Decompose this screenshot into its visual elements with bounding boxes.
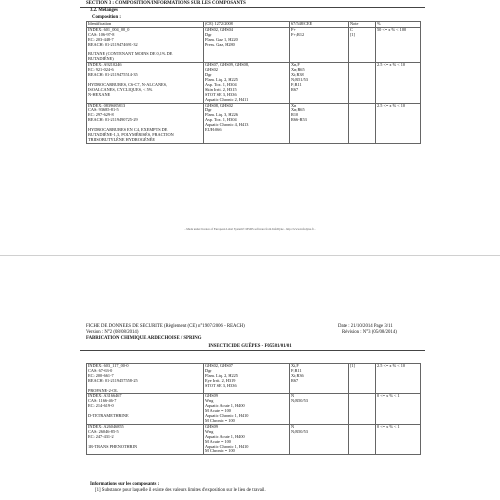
cell-line: F+ [291, 27, 296, 32]
cell-line: N [291, 424, 295, 429]
table-row [87, 394, 421, 424]
cell-line: C [350, 27, 353, 32]
cell-line: Dgr [205, 31, 212, 37]
note-cell [349, 27, 376, 62]
cell-line: Xn;R65 [291, 107, 305, 113]
note-cell [349, 394, 376, 424]
cell-line: F;R11 [291, 81, 302, 87]
cell-line: Xn,F [291, 62, 300, 68]
cell-line: INDEX: A3166467 [88, 393, 122, 399]
cell-line: PROPANE-2-OL [88, 387, 118, 393]
cell-line: Xn [291, 103, 297, 108]
cell-line: Aquatic Chronic 1, H410 [205, 413, 249, 419]
identification-cell [87, 27, 204, 62]
cell-line: REACH: 01-2119475514-35 [88, 72, 138, 78]
cell-line: 0 <= x % < 1 [377, 393, 400, 399]
ce-classification-cell [204, 394, 290, 424]
cell-line: Aquatic Acute 1, H400 [205, 403, 245, 409]
ce-classification-cell [204, 364, 290, 394]
col-note: Note [349, 22, 376, 28]
identification-cell [87, 394, 204, 424]
cell-line: 2.5 <= x % < 10 [377, 363, 406, 368]
percent-cell [376, 27, 421, 62]
cell-line: 1R-TRANS PHENOTHRIN [88, 443, 138, 449]
cell-line: BUTADIÈNE-1,3, POLYMÉRISÉS, FRACTION [88, 131, 174, 137]
cell-line: HYDROCARBURES, C6-C7, N-ALCANES, [88, 81, 168, 87]
section-underline [80, 7, 425, 8]
cell-line: EC: 200-661-7 [88, 372, 114, 378]
subsection-title: 3.2. Mélanges [90, 8, 118, 13]
cell-line: Flam. Liq. 2, H225 [205, 76, 238, 82]
cell-line: R66-R53 [291, 117, 307, 123]
cell-line: N [291, 393, 295, 399]
identification-cell [87, 364, 204, 394]
sds-header-date-page: Date : 21/10/2014 Page 3/11 [338, 324, 393, 329]
composition-label: Composition : [92, 15, 121, 20]
cee-classification-cell [290, 424, 349, 454]
cell-line: 0 <= x % < 1 [377, 424, 400, 429]
cell-line: EUH:066 [205, 127, 222, 133]
cee-classification-cell [290, 103, 349, 143]
product-title-underline [80, 350, 425, 351]
sds-header-title: FICHE DE DONNEES DE SECURITE (Règlement (CE) n°1907/2006 - REACH) [86, 324, 245, 329]
cell-line: CAS: 67-63-0 [88, 367, 113, 373]
sds-header-company: FABRICATION CHIMIQUE ARDECHOISE / SPRING [86, 336, 202, 341]
ce-classification-cell [204, 63, 290, 103]
cell-line: CAS: 93685-81-5 [88, 107, 119, 113]
cell-line: [1] [350, 363, 356, 368]
cell-line: Asp. Tox. 1, H304 [205, 117, 237, 123]
cell-line: CAS: 26046-85-5 [88, 428, 119, 434]
info-line: [1] Substance pour laquelle il existe des valeurs limites d'exposition sur le lieu de travail. [95, 488, 266, 493]
info-title: Informations sur les composants : [90, 482, 160, 487]
cell-line: Aquatic Chronic 2, H411 [205, 96, 249, 102]
cell-line: STOT SE 3, H336 [205, 382, 237, 388]
identification-cell [87, 103, 204, 143]
cell-line: EC: 214-619-0 [88, 403, 114, 409]
cell-line [350, 104, 374, 109]
col-percent: % [376, 22, 421, 28]
cell-line: Flam. Liq. 3, H226 [205, 112, 238, 118]
ce-classification-cell [204, 103, 290, 143]
table-row [87, 424, 421, 454]
cee-classification-cell [290, 364, 349, 394]
section-title: SECTION 3 : COMPOSITION/INFORMATIONS SUR LES COMPOSANTS [86, 1, 246, 6]
cell-line: BUTANE (CONTENANT MOINS DE 0,1% DE [88, 51, 173, 57]
sds-header-revision: Révision : N°3 (05/08/2014) [342, 330, 397, 335]
cell-line: F;R11 [291, 367, 302, 373]
cell-line: N-HEXANE [88, 91, 111, 97]
cell-line: GHS09 [205, 393, 218, 399]
cell-line: GHS02 [205, 67, 218, 73]
cell-line: GHS02, GHS04 [205, 27, 233, 32]
cee-classification-cell [290, 27, 349, 62]
identification-cell [87, 424, 204, 454]
cell-line: Xi;R36 [291, 372, 304, 378]
cell-line: INDEX: 0839685813 [88, 103, 126, 108]
cell-line: Xi,F [291, 363, 299, 368]
cell-line: 2.5 <= x % < 10 [377, 103, 406, 108]
percent-cell [376, 103, 421, 143]
cell-line: CAS: 1166-46-7 [88, 398, 117, 404]
cell-line: D-TETRAMETHRINE [88, 413, 129, 419]
cell-line: INDEX: 603_117_00-0 [88, 363, 129, 368]
cell-line: Aquatic Chronic 4, H413 [205, 122, 249, 128]
cell-line: INDEX: A26046855 [88, 424, 124, 429]
cell-line: Wng [205, 398, 214, 404]
cell-line: INDEX: A9210246 [88, 62, 122, 68]
cell-line: Skin Irrit. 2, H315 [205, 86, 237, 92]
cell-line: EC: 203-448-7 [88, 36, 114, 42]
cell-line: INDEX: 601_004_00_0 [88, 27, 130, 32]
cell-line: 2.5 <= x % < 10 [377, 62, 406, 68]
percent-cell [376, 63, 421, 103]
cell-line: N;R50/53 [291, 428, 308, 434]
cell-line: EC: 921-024-6 [88, 67, 114, 73]
cell-line: M Chronic = 100 [205, 448, 235, 454]
cell-line: REACH: 01-2119457558-25 [88, 377, 138, 383]
cell-line: EC: 297-629-8 [88, 112, 114, 118]
cell-line: GHS02, GHS07 [205, 363, 233, 368]
page-divider [0, 255, 500, 256]
cell-line [350, 425, 374, 430]
cell-line: 50 <= x % < 100 [377, 27, 407, 32]
col-cee: 67/548/CEE [290, 22, 349, 28]
cell-line: N;R50/53 [291, 398, 308, 404]
cell-line: [1] [350, 31, 356, 37]
cell-line: GHS09 [205, 424, 218, 429]
cee-classification-cell [290, 394, 349, 424]
cell-line [350, 394, 374, 399]
cell-line: Xn;R65 [291, 67, 305, 73]
col-identification: Identification [87, 22, 204, 28]
cell-line: GHS08, GHS02 [205, 103, 233, 108]
cell-line: F+;R12 [291, 31, 305, 37]
cell-line [350, 63, 374, 68]
cee-classification-cell [290, 63, 349, 103]
cell-line: Press. Gaz, H280 [205, 41, 235, 47]
cell-line: HYDROCARBURES EN C4, EXEMPTS DE [88, 127, 168, 133]
cell-line: M Acute = 100 [205, 408, 231, 414]
cell-line: ISOALCANES, CYCLIQUES, < 5% [88, 86, 153, 92]
cell-line: Eye Irrit. 2, H319 [205, 377, 236, 383]
composition-table-2 [86, 363, 421, 455]
cell-line: Wng [205, 428, 214, 434]
percent-cell [376, 394, 421, 424]
ce-classification-cell [204, 424, 290, 454]
note-cell [349, 63, 376, 103]
cell-line: R10 [291, 112, 299, 118]
cell-line: N;R51/53 [291, 76, 308, 82]
cell-line: STOT SE 3, H336 [205, 91, 237, 97]
cell-line: GHS07, GHS09, GHS08, [205, 62, 250, 68]
note-cell [349, 364, 376, 394]
cell-line: M Acute = 100 [205, 438, 231, 444]
ce-classification-cell [204, 27, 290, 62]
table-row [87, 27, 421, 62]
note-cell [349, 103, 376, 143]
table-row [87, 63, 421, 103]
cell-line: M Chronic = 100 [205, 417, 235, 423]
cell-line: Aquatic Chronic 1, H410 [205, 443, 249, 449]
cell-line: CAS: 106-97-8 [88, 31, 115, 37]
cell-line: EC: 247-431-2 [88, 433, 114, 439]
cell-line: TRIISOBUTYLÈNE HYDROGÉNÉE [88, 136, 155, 142]
cell-line: R67 [291, 86, 299, 92]
cell-line: Aquatic Acute 1, H400 [205, 433, 245, 439]
cell-line: REACH: 01-2119490725-29 [88, 117, 138, 123]
licence-footer: - Made under licence of European Label System® MSDS software from InfoDyne - http://www.infodyne.fr - [184, 227, 316, 231]
cell-line: R67 [291, 377, 299, 383]
cell-line: Dgr [205, 72, 212, 78]
cell-line: Flam. Gaz 1, H220 [205, 36, 238, 42]
cell-line: Dgr [205, 107, 212, 113]
col-ce: (CE) 1272/2008 [204, 22, 290, 28]
percent-cell [376, 364, 421, 394]
composition-table-1 [86, 21, 421, 144]
note-cell [349, 424, 376, 454]
table-row [87, 364, 421, 394]
identification-cell [87, 63, 204, 103]
cell-line: REACH: 01-2119474691-32 [88, 41, 138, 47]
cell-line: Flam. Liq. 2, H225 [205, 372, 238, 378]
sds-header-version: Version : N°2 (08/08/2014) [86, 330, 139, 335]
percent-cell [376, 424, 421, 454]
table-row [87, 103, 421, 143]
product-title: INSECTICIDE GUÊPES - F05581/01/01 [208, 344, 292, 349]
cell-line: Xi;R38 [291, 72, 304, 78]
cell-line: Dgr [205, 367, 212, 373]
cell-line: BUTADIÈNE) [88, 56, 114, 62]
cell-line: Asp. Tox. 1, H304 [205, 81, 237, 87]
